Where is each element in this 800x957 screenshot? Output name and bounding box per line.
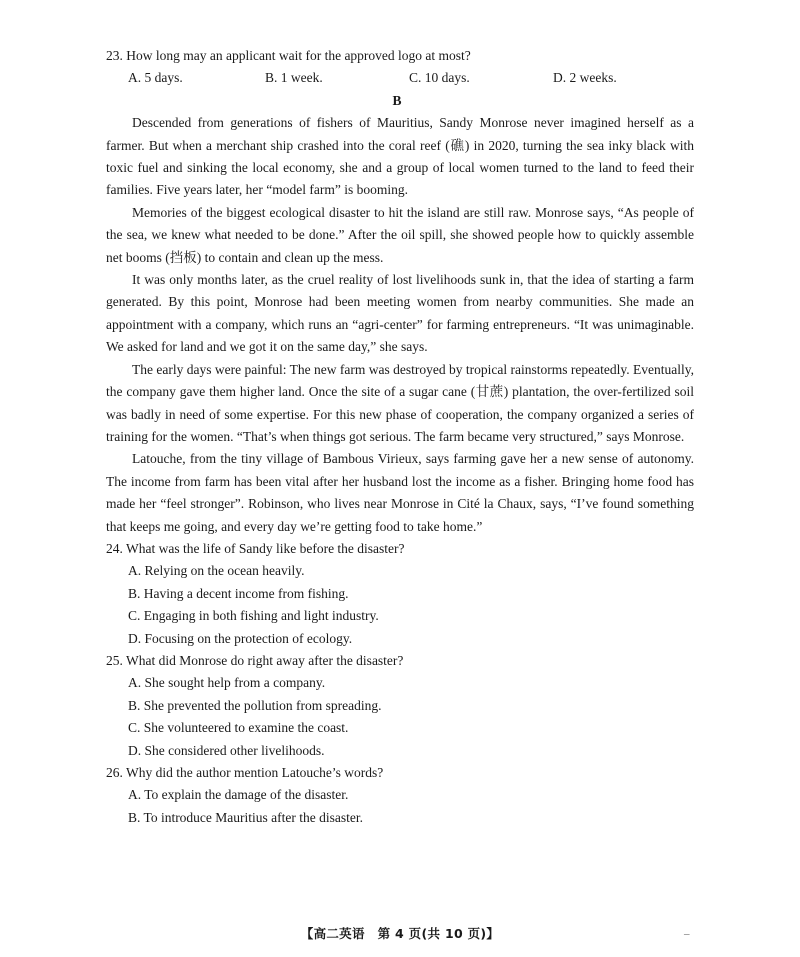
page-footer: 【高二英语 第 4 页(共 10 页)】 xyxy=(300,926,500,941)
passage-paragraph-3: It was only months later, as the cruel reality of lost livelihoods sunk in, that the idea of starting a farm generated. By this point, Monrose had been meeting women from nearby communities. She made an appointment with a company, which runs an “agri-center” for farming entrepreneurs. “It was unimaginable. We asked for land and we got it on the same day,” she says. xyxy=(106,272,694,355)
section-title: B xyxy=(392,92,402,108)
question-23-option-c: C. 10 days. xyxy=(409,70,470,86)
question-26-option-a: A. To explain the damage of the disaster. xyxy=(128,787,349,803)
question-23-option-b: B. 1 week. xyxy=(265,70,323,86)
question-23-options xyxy=(106,67,694,89)
question-25-option-c: C. She volunteered to examine the coast. xyxy=(128,720,349,736)
page-content xyxy=(106,45,694,829)
passage-paragraph-4: The early days were painful: The new farm was destroyed by tropical rainstorms repeatedly. Eventually, the company gave them higher land. Once the site of a sugar cane (甘蔗) plantation, the over-fertilized soil was badly in need of some expertise. For this new phase of cooperation, the company organized a series of training for the women. “That’s when things got serious. The farm became very structured,” says Monrose. xyxy=(106,361,694,444)
question-23-stem: 23. How long may an applicant wait for the approved logo at most? xyxy=(106,48,471,63)
passage-paragraph-5: Latouche, from the tiny village of Bambous Virieux, says farming gave her a new sense of autonomy. The income from farm has been vital after her husband lost the income as a fisher. Bringing home food has made her “feel stronger”. Robinson, who lives near Monrose in Cité la Chaux, says, “I’ve found something that keeps me going, and every day we’re getting food to take home.” xyxy=(106,451,694,534)
corner-mark: – xyxy=(684,928,690,940)
question-26-option-b: B. To introduce Mauritius after the disaster. xyxy=(128,809,364,825)
question-23-option-d: D. 2 weeks. xyxy=(553,70,617,86)
question-24-option-a: A. Relying on the ocean heavily. xyxy=(128,563,305,579)
question-24-stem: 24. What was the life of Sandy like before the disaster? xyxy=(106,540,405,556)
question-25-option-b: B. She prevented the pollution from spreading. xyxy=(128,697,382,713)
question-25-stem: 25. What did Monrose do right away after the disaster? xyxy=(106,652,404,668)
passage-paragraph-1: Descended from generations of fishers of Mauritius, Sandy Monrose never imagined herself as a farmer. But when a merchant ship crashed into the coral reef (礁) in 2020, turning the sea inky black with toxic fuel and sinking the local economy, she and a group of local women turned to the land to feed their families. Five years later, her “model farm” is booming. xyxy=(106,115,694,198)
question-26-stem: 26. Why did the author mention Latouche’s words? xyxy=(106,765,384,780)
question-25-option-d: D. She considered other livelihoods. xyxy=(128,742,325,758)
passage-paragraph-2: Memories of the biggest ecological disaster to hit the island are still raw. Monrose says, “As people of the sea, we knew what needed to be done.” After the oil spill, she showed people how to quickly assemble net booms (挡板) to contain and clean up the mess. xyxy=(106,204,694,265)
question-24-option-d: D. Focusing on the protection of ecology. xyxy=(128,630,353,646)
question-23-option-a: A. 5 days. xyxy=(128,70,183,86)
question-24-option-b: B. Having a decent income from fishing. xyxy=(128,585,349,601)
question-25-option-a: A. She sought help from a company. xyxy=(128,675,326,691)
question-24-option-c: C. Engaging in both fishing and light industry. xyxy=(128,608,379,624)
